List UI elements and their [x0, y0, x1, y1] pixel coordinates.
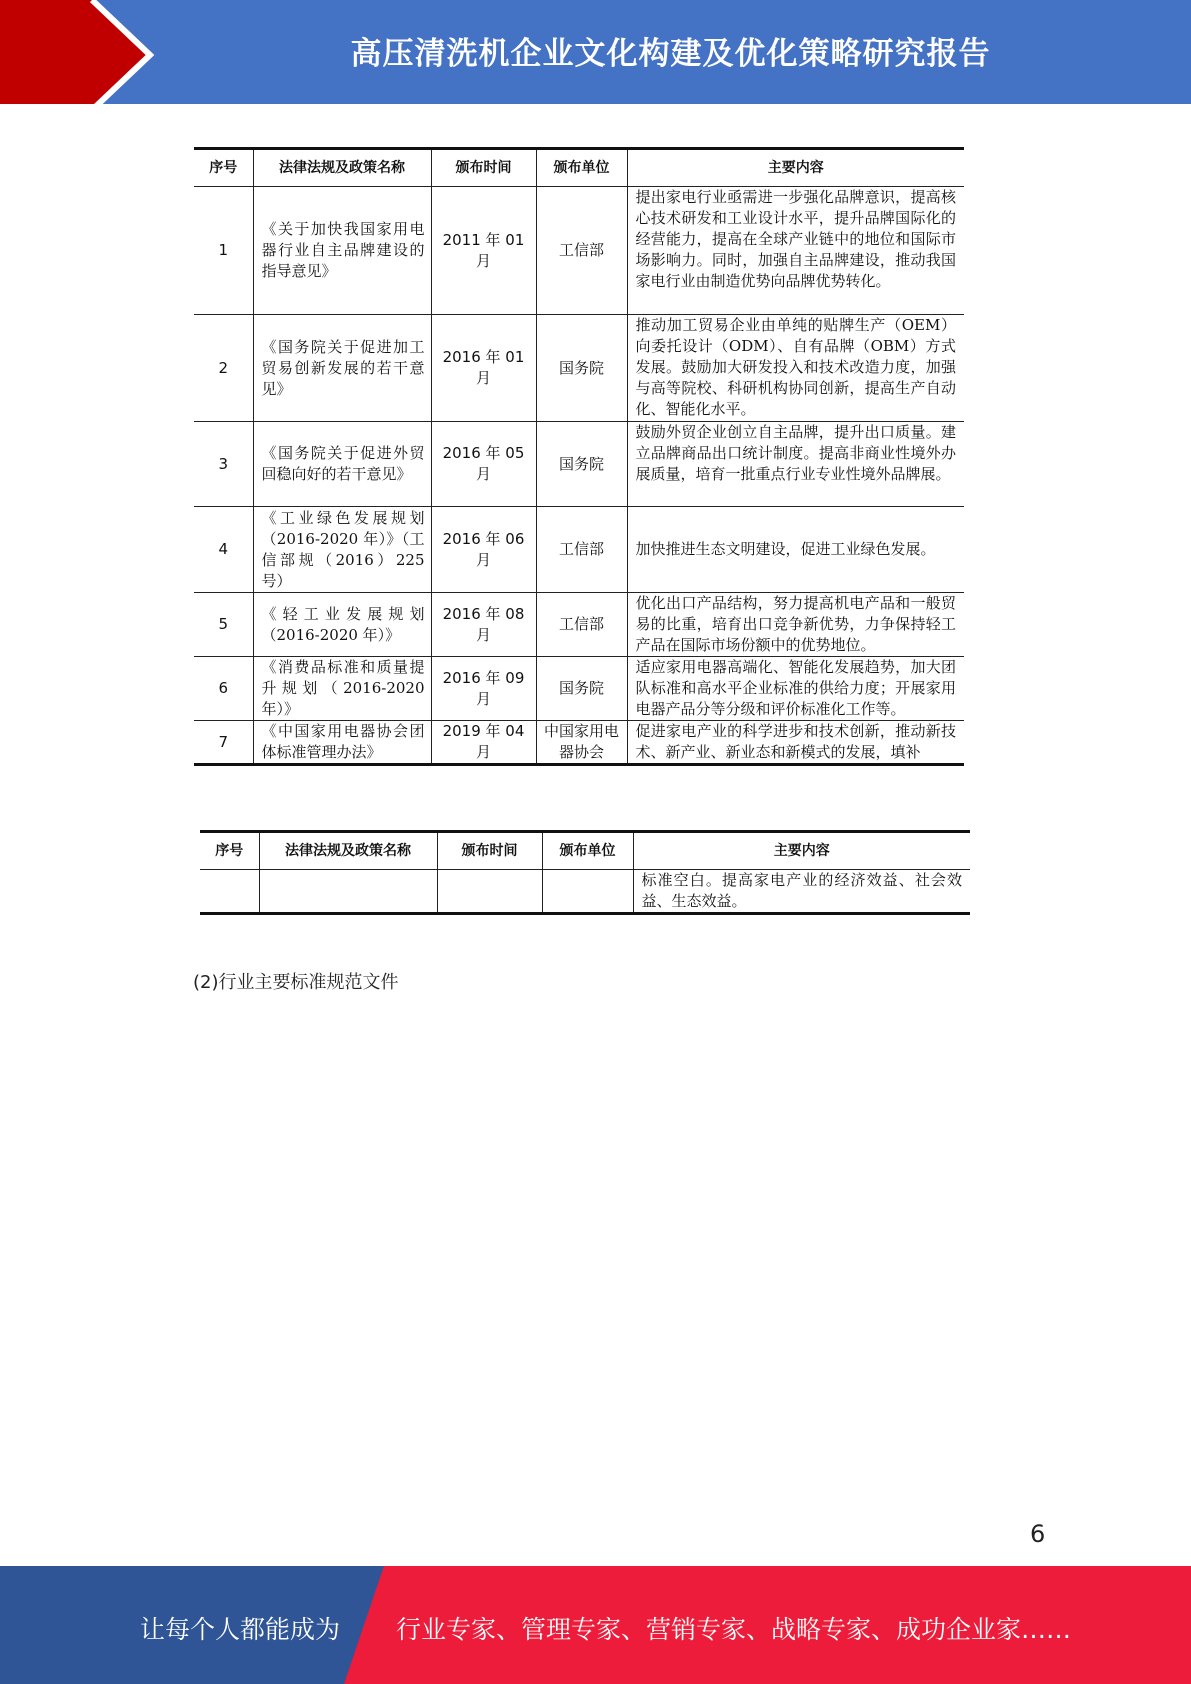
row-date: 2016 年 06 月	[431, 507, 536, 593]
column-header-content: 主要内容	[627, 149, 964, 187]
row-content: 优化出口产品结构，努力提高机电产品和一般贸易的比重，培育出口竞争新优势，力争保持轻工产品在国际市场份额中的优势地位。	[627, 593, 964, 657]
row-name: 《中国家用电器协会团体标准管理办法》	[253, 721, 431, 765]
column-header-no: 序号	[200, 832, 259, 870]
row-name: 《工业绿色发展规划（2016-2020 年）》（工信部规（2016）225 号）	[253, 507, 431, 593]
row-no	[200, 870, 259, 914]
page-number: 6	[1030, 1520, 1046, 1548]
row-issuer: 国务院	[536, 315, 627, 422]
row-date: 2016 年 09 月	[431, 657, 536, 721]
row-date	[437, 870, 542, 914]
column-header-issuer: 颁布单位	[536, 149, 627, 187]
row-name: 《轻工业发展规划（2016-2020 年）》	[253, 593, 431, 657]
row-issuer	[542, 870, 633, 914]
policy-table-continued	[200, 830, 970, 915]
row-content: 促进家电产业的科学进步和技术创新，推动新技术、新产业、新业态和新模式的发展，填补	[627, 721, 964, 765]
row-date: 2016 年 05 月	[431, 422, 536, 507]
footer-slogan-left: 让每个人都能成为	[140, 1615, 341, 1644]
column-header-date: 颁布时间	[437, 832, 542, 870]
column-header-issuer: 颁布单位	[542, 832, 633, 870]
footer-slogan-right: 行业专家、管理专家、营销专家、战略专家、成功企业家……	[396, 1615, 1072, 1644]
report-title: 高压清洗机企业文化构建及优化策略研究报告	[350, 35, 991, 72]
table-row	[194, 657, 964, 721]
table-header-row	[194, 149, 964, 187]
row-content: 提出家电行业亟需进一步强化品牌意识，提高核心技术研发和工业设计水平，提升品牌国际化的经营能力，提高在全球产业链中的地位和国际市场影响力。同时，加强自主品牌建设，推动我国家电行业由制造优势向品牌优势转化。	[627, 187, 964, 315]
column-header-content: 主要内容	[633, 832, 970, 870]
row-issuer: 工信部	[536, 187, 627, 315]
row-issuer: 国务院	[536, 657, 627, 721]
row-content: 推动加工贸易企业由单纯的贴牌生产（OEM）向委托设计（ODM）、自有品牌（OBM）方式发展。鼓励加大研发投入和技术改造力度，加强与高等院校、科研机构协同创新，提高生产自动化、智能化水平。	[627, 315, 964, 422]
row-date: 2011 年 01 月	[431, 187, 536, 315]
row-no: 7	[194, 721, 253, 765]
table-row	[200, 870, 970, 914]
table-row	[194, 315, 964, 422]
row-issuer: 中国家用电器协会	[536, 721, 627, 765]
footer-banner	[0, 1566, 1191, 1684]
row-name: 《国务院关于促进外贸回稳向好的若干意见》	[253, 422, 431, 507]
row-name: 《国务院关于促进加工贸易创新发展的若干意见》	[253, 315, 431, 422]
table-row	[194, 187, 964, 315]
row-no: 6	[194, 657, 253, 721]
row-date: 2016 年 01 月	[431, 315, 536, 422]
table-row	[194, 422, 964, 507]
row-content: 加快推进生态文明建设，促进工业绿色发展。	[627, 507, 964, 593]
table-header-row	[200, 832, 970, 870]
policy-table	[194, 147, 964, 766]
column-header-name: 法律法规及政策名称	[259, 832, 437, 870]
column-header-name: 法律法规及政策名称	[253, 149, 431, 187]
header-banner	[0, 0, 1191, 110]
table-row	[194, 507, 964, 593]
row-issuer: 工信部	[536, 593, 627, 657]
row-content: 适应家用电器高端化、智能化发展趋势，加大团队标准和高水平企业标准的供给力度；开展家用电器产品分等分级和评价标准化工作等。	[627, 657, 964, 721]
row-no: 3	[194, 422, 253, 507]
table-row	[194, 721, 964, 765]
row-issuer: 国务院	[536, 422, 627, 507]
row-issuer: 工信部	[536, 507, 627, 593]
table-row	[194, 593, 964, 657]
row-no: 1	[194, 187, 253, 315]
row-name: 《消费品标准和质量提升规划（2016-2020 年）》	[253, 657, 431, 721]
column-header-no: 序号	[194, 149, 253, 187]
row-name: 《关于加快我国家用电器行业自主品牌建设的指导意见》	[253, 187, 431, 315]
column-header-date: 颁布时间	[431, 149, 536, 187]
row-date: 2019 年 04 月	[431, 721, 536, 765]
section-subheading: (2)行业主要标准规范文件	[193, 972, 399, 993]
row-date: 2016 年 08 月	[431, 593, 536, 657]
row-no: 4	[194, 507, 253, 593]
row-name	[259, 870, 437, 914]
row-content: 鼓励外贸企业创立自主品牌，提升出口质量。建立品牌商品出口统计制度。提高非商业性境外办展质量，培育一批重点行业专业性境外品牌展。	[627, 422, 964, 507]
row-content: 标准空白。提高家电产业的经济效益、社会效益、生态效益。	[633, 870, 970, 914]
row-no: 5	[194, 593, 253, 657]
row-no: 2	[194, 315, 253, 422]
